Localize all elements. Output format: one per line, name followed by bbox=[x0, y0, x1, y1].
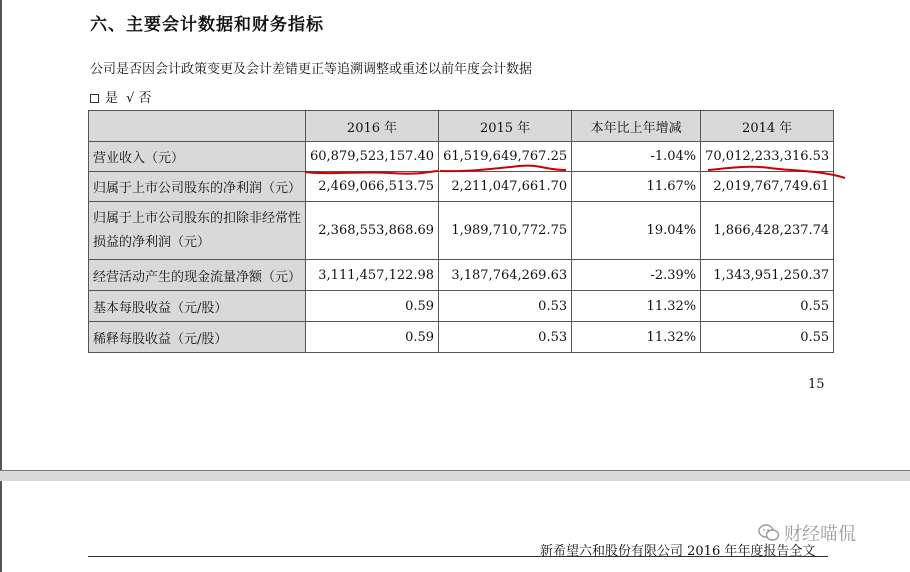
header-cell-2016: 2016 年 bbox=[306, 111, 439, 142]
cell-2016: 0.59 bbox=[306, 322, 439, 353]
cell-2015: 3,187,764,269.63 bbox=[439, 260, 572, 291]
checkbox-icon bbox=[90, 94, 99, 103]
header-cell-2015: 2015 年 bbox=[439, 111, 572, 142]
cell-2016: 0.59 bbox=[306, 291, 439, 322]
cell-change: 19.04% bbox=[572, 202, 701, 260]
cell-change: -1.04% bbox=[572, 142, 701, 172]
row-label: 稀释每股收益（元/股） bbox=[89, 322, 306, 353]
table-row bbox=[89, 202, 834, 260]
table-row bbox=[89, 260, 834, 291]
answer-check: √ bbox=[126, 91, 135, 106]
answer-yes: 是 bbox=[105, 91, 119, 106]
report-footer: 新希望六和股份有限公司 2016 年年度报告全文 bbox=[540, 544, 816, 559]
row-label: 归属于上市公司股东的净利润（元） bbox=[89, 172, 306, 202]
cell-2014: 0.55 bbox=[701, 291, 834, 322]
row-label: 营业收入（元） bbox=[89, 142, 306, 172]
table-row bbox=[89, 172, 834, 202]
page-number: 15 bbox=[808, 377, 825, 392]
table-row bbox=[89, 291, 834, 322]
cell-2015: 0.53 bbox=[439, 322, 572, 353]
cell-2016: 2,368,553,868.69 bbox=[306, 202, 439, 260]
cell-2015: 2,211,047,661.70 bbox=[439, 172, 572, 202]
answer-no: 否 bbox=[138, 91, 152, 106]
cell-2015: 61,519,649,767.25 bbox=[439, 142, 572, 172]
watermark-text: 财经喵侃 bbox=[784, 524, 856, 545]
cell-2014: 2,019,767,749.61 bbox=[701, 172, 834, 202]
row-label: 归属于上市公司股东的扣除非经常性损益的净利润（元） bbox=[89, 202, 306, 260]
cell-change: 11.67% bbox=[572, 172, 701, 202]
table-row bbox=[89, 322, 834, 353]
financial-indicators-table bbox=[88, 110, 834, 353]
cell-2016: 3,111,457,122.98 bbox=[306, 260, 439, 291]
cell-2016: 2,469,066,513.75 bbox=[306, 172, 439, 202]
footer-rule bbox=[88, 556, 828, 557]
cell-2015: 0.53 bbox=[439, 291, 572, 322]
table-header-row bbox=[89, 111, 834, 142]
table-row bbox=[89, 142, 834, 172]
cell-2014: 1,343,951,250.37 bbox=[701, 260, 834, 291]
restatement-answer bbox=[90, 87, 151, 106]
cell-change: 11.32% bbox=[572, 291, 701, 322]
header-cell-2014: 2014 年 bbox=[701, 111, 834, 142]
cell-2015: 1,989,710,772.75 bbox=[439, 202, 572, 260]
cell-2016: 60,879,523,157.40 bbox=[306, 142, 439, 172]
section-heading: 六、主要会计数据和财务指标 bbox=[90, 15, 324, 35]
cell-2014: 0.55 bbox=[701, 322, 834, 353]
restatement-question: 公司是否因会计政策变更及会计差错更正等追溯调整或重述以前年度会计数据 bbox=[90, 62, 533, 77]
row-label: 经营活动产生的现金流量净额（元） bbox=[89, 260, 306, 291]
header-cell-blank bbox=[89, 111, 306, 142]
cell-2014: 1,866,428,237.74 bbox=[701, 202, 834, 260]
row-label: 基本每股收益（元/股） bbox=[89, 291, 306, 322]
header-cell-change: 本年比上年增减 bbox=[572, 111, 701, 142]
cell-2014: 70,012,233,316.53 bbox=[701, 142, 834, 172]
cell-change: -2.39% bbox=[572, 260, 701, 291]
cell-change: 11.32% bbox=[572, 322, 701, 353]
